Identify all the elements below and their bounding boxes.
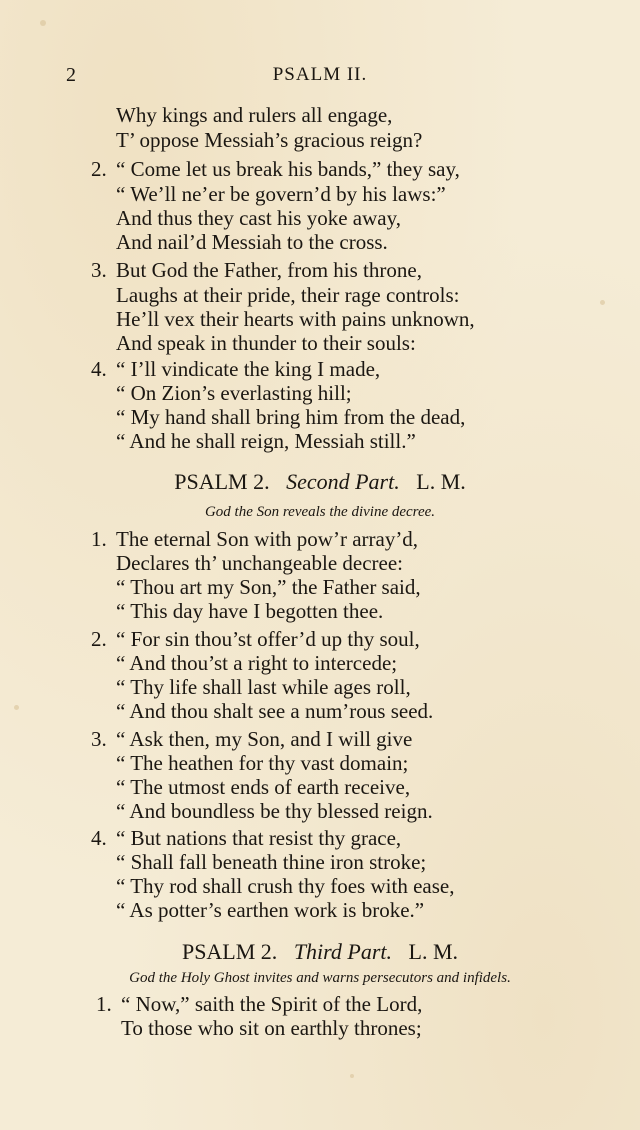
verse-line: “ And boundless be thy blessed reign.: [116, 799, 433, 823]
verse-line: Declares th’ unchangeable decree:: [116, 551, 404, 575]
verse-line: And speak in thunder to their souls:: [116, 331, 416, 355]
verse-line: “ For sin thou’st offer’d up thy soul,: [116, 627, 420, 651]
paper-stain: [600, 300, 605, 305]
verse-line: “ The heathen for thy vast domain;: [116, 751, 409, 775]
verse-line: “ And thou’st a right to intercede;: [116, 651, 398, 675]
verse-line: Why kings and rulers all engage,: [116, 103, 393, 127]
psalm-subtitle: God the Son reveals the divine decree.: [204, 504, 436, 520]
psalm-heading: [0, 468, 640, 496]
part-label: Second Part.: [286, 469, 400, 494]
verse-number: 2.: [91, 627, 107, 651]
verse-line: “ Come let us break his bands,” they say,: [116, 157, 460, 181]
verse-line: “ Thou art my Son,” the Father said,: [116, 575, 421, 599]
verse-line: “ Thy life shall last while ages roll,: [116, 675, 411, 699]
verse-line: “ Thy rod shall crush thy foes with ease,: [116, 874, 455, 898]
verse-number: 3.: [91, 258, 107, 282]
psalm-heading: [0, 938, 640, 966]
verse-line: The eternal Son with pow’r array’d,: [116, 527, 419, 551]
part-label: Third Part.: [293, 939, 393, 964]
verse-number: 1.: [96, 992, 112, 1016]
verse-line: And nail’d Messiah to the cross.: [116, 230, 388, 254]
verse-line: “ Shall fall beneath thine iron stroke;: [116, 850, 427, 874]
verse-line: “ But nations that resist thy grace,: [116, 826, 402, 850]
verse-line: He’ll vex their hearts with pains unknown,: [116, 307, 475, 331]
verse-line: To those who sit on earthly thrones;: [121, 1016, 422, 1040]
psalm-subtitle: God the Holy Ghost invites and warns persecutors and infidels.: [129, 970, 511, 986]
verse-number: 4.: [91, 357, 107, 381]
psalm-title: PSALM 2.: [174, 469, 270, 494]
verse-line: “ Now,” saith the Spirit of the Lord,: [121, 992, 423, 1016]
verse-line: “ Ask then, my Son, and I will give: [116, 727, 413, 751]
verse-line: T’ oppose Messiah’s gracious reign?: [116, 128, 423, 152]
verse-number: 2.: [91, 157, 107, 181]
psalm-title: PSALM 2.: [181, 939, 278, 964]
verse-number: 1.: [91, 527, 107, 551]
paper-stain: [350, 1074, 354, 1078]
verse-line: “ And he shall reign, Messiah still.”: [116, 429, 416, 453]
verse-line: “ My hand shall bring him from the dead,: [116, 405, 466, 429]
verse-line: Laughs at their pride, their rage controls:: [116, 283, 460, 307]
verse-line: But God the Father, from his throne,: [116, 258, 422, 282]
verse-line: “ And thou shalt see a num’rous seed.: [116, 699, 434, 723]
meter-label: L. M.: [416, 469, 466, 494]
verse-line: “ We’ll ne’er be govern’d by his laws:”: [116, 182, 446, 206]
verse-line: “ The utmost ends of earth receive,: [116, 775, 411, 799]
paper-stain: [14, 705, 19, 710]
verse-number: 4.: [91, 826, 107, 850]
verse-line: “ This day have I begotten thee.: [116, 599, 384, 623]
verse-line: “ I’ll vindicate the king I made,: [116, 357, 381, 381]
paper-stain: [40, 20, 46, 26]
verse-number: 3.: [91, 727, 107, 751]
verse-line: “ As potter’s earthen work is broke.”: [116, 898, 425, 922]
page-number: 2: [66, 64, 76, 86]
verse-line: “ On Zion’s everlasting hill;: [116, 381, 352, 405]
verse-line: And thus they cast his yoke away,: [116, 206, 401, 230]
meter-label: L. M.: [408, 939, 459, 964]
running-title: PSALM II.: [272, 64, 368, 85]
